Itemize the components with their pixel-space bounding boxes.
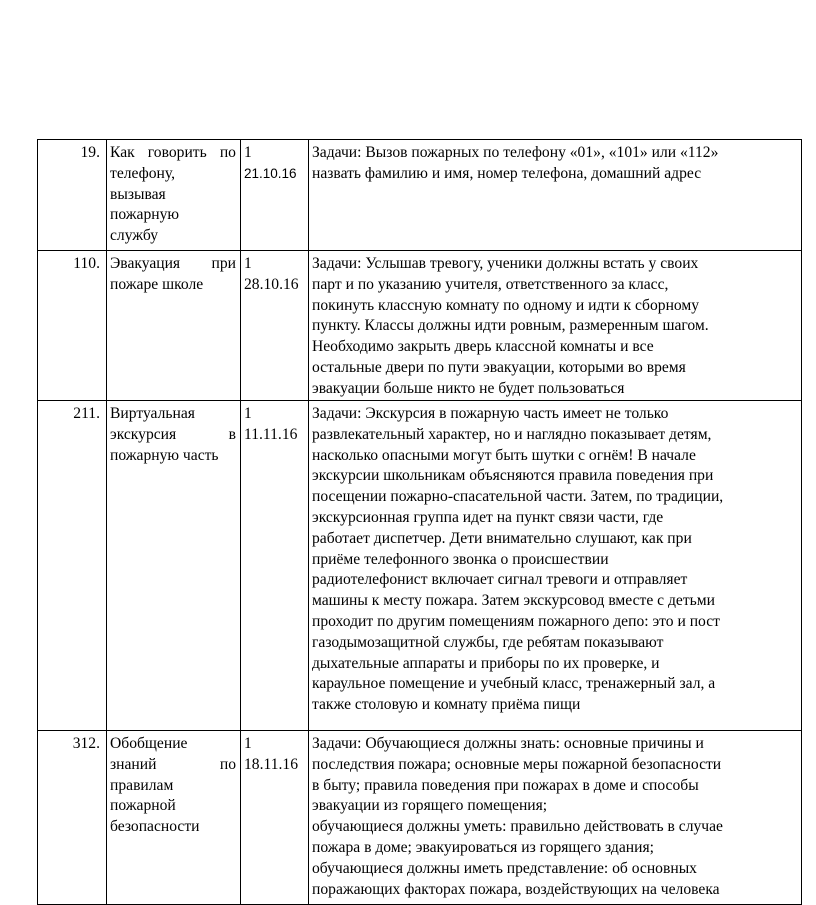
- task-line: проходит по другим помещениям пожарного депо: это и пост: [312, 612, 720, 630]
- topic-line: [110, 205, 236, 226]
- topic-word: Как: [110, 144, 135, 161]
- task-line: парт и по указанию учителя, ответственного за класс,: [312, 275, 669, 293]
- topic-word: безопасности: [110, 818, 200, 836]
- topic-line: [110, 446, 236, 467]
- topic-word: вызывая: [110, 185, 166, 203]
- topic-word: экскурсия: [110, 425, 177, 443]
- topic-line: [110, 817, 236, 838]
- lesson-date: 21.10.16: [244, 165, 297, 181]
- lesson-hours-date: [241, 140, 309, 251]
- table-row: [38, 731, 802, 905]
- topic-line: [110, 404, 236, 425]
- task-line: эвакуации больше никто не будет пользоваться: [312, 379, 625, 397]
- topic-word: правилам: [110, 776, 174, 794]
- task-line: экскурсионная группа идет на пункт связи части, где: [312, 508, 664, 526]
- topic-line: [110, 143, 236, 164]
- lesson-date: 11.11.16: [244, 425, 298, 443]
- lesson-hours-date: [241, 251, 309, 401]
- task-line: обучающиеся должны уметь: правильно действовать в случае: [312, 818, 723, 836]
- task-line: развлекательный характер, но и наглядно показывает детям,: [312, 425, 712, 443]
- lesson-hours: 1: [244, 255, 252, 272]
- task-line: Задачи: Услышав тревогу, ученики должны встать у своих: [312, 255, 699, 272]
- topic-word: при: [211, 255, 236, 272]
- lesson-number: 19.: [38, 140, 107, 251]
- task-line: также столовую и комнату приёма пищи: [312, 696, 581, 714]
- task-line: приёме телефонного звонка о происшествии: [312, 550, 609, 568]
- topic-line: [110, 226, 236, 247]
- task-line: пункту. Классы должны идти ровным, размеренным шагом.: [312, 317, 709, 335]
- lesson-topic: [107, 401, 241, 731]
- task-line: машины к месту пожара. Затем экскурсовод вместе с детьми: [312, 592, 715, 610]
- lesson-hours: 1: [244, 405, 252, 422]
- lessons-table-body: [38, 140, 802, 905]
- task-line: эвакуации из горящего помещения;: [312, 797, 548, 815]
- topic-line: [110, 796, 236, 817]
- lesson-topic: [107, 251, 241, 401]
- table-row: [38, 401, 802, 731]
- lesson-tasks: [309, 401, 802, 731]
- topic-line: [110, 254, 236, 275]
- lesson-date: 28.10.16: [244, 275, 299, 293]
- topic-word: по: [219, 755, 236, 773]
- lesson-hours-date: [241, 401, 309, 731]
- lesson-hours-date: [241, 731, 309, 905]
- topic-line: [110, 734, 236, 755]
- lesson-date: 18.11.16: [244, 755, 298, 773]
- task-line: обучающиеся должны иметь представление: об основных: [312, 859, 697, 877]
- topic-line: [110, 164, 236, 185]
- topic-line: [110, 776, 236, 797]
- lesson-hours: 1: [244, 144, 252, 161]
- task-line: газодымозащитной службы, где ребятам показывают: [312, 633, 664, 651]
- lesson-number: 211.: [38, 401, 107, 731]
- task-line: Задачи: Экскурсия в пожарную часть имеет не только: [312, 405, 669, 422]
- topic-word: телефону,: [110, 164, 176, 182]
- task-line: караульное помещение и учебный класс, тренажерный зал, а: [312, 675, 716, 693]
- table-row: [38, 140, 802, 251]
- task-line: пожара в доме; эвакуироваться из горящего здания;: [312, 838, 654, 856]
- task-line: насколько опасными могут быть шутки с огнём! В начале: [312, 446, 696, 464]
- topic-line: [110, 755, 236, 776]
- lesson-tasks: [309, 731, 802, 905]
- task-line: Необходимо закрыть дверь классной комнаты и все: [312, 338, 654, 356]
- topic-line: [110, 275, 236, 296]
- topic-word: Эвакуация: [110, 255, 181, 272]
- task-line: покинуть классную комнату по одному и идти к сборному: [312, 296, 700, 314]
- task-line: работает диспетчер. Дети внимательно слушают, как при: [312, 529, 692, 547]
- lesson-topic: [107, 731, 241, 905]
- lesson-topic: [107, 140, 241, 251]
- task-line: последствия пожара; основные меры пожарной безопасности: [312, 755, 722, 773]
- topic-line: [110, 425, 236, 446]
- topic-word: пожарную часть: [110, 446, 219, 464]
- task-line: Задачи: Обучающиеся должны знать: основные причины и: [312, 735, 704, 752]
- topic-word: пожарную: [110, 206, 180, 224]
- task-line: экскурсии школьникам объясняются правила поведения при: [312, 467, 714, 485]
- topic-word: Виртуальная: [110, 405, 195, 422]
- task-line: дыхательные аппараты и приборы по их проверке, и: [312, 654, 660, 672]
- table-row: [38, 251, 802, 401]
- task-line: Задачи: Вызов пожарных по телефону «01», «101» или «112»: [312, 144, 719, 161]
- topic-word: службу: [110, 227, 158, 245]
- lesson-hours: 1: [244, 735, 252, 752]
- task-line: остальные двери по пути эвакуации, которыми во время: [312, 358, 686, 376]
- topic-word: в: [228, 425, 236, 443]
- task-line: назвать фамилию и имя, номер телефона, домашний адрес: [312, 164, 702, 182]
- lesson-tasks: [309, 251, 802, 401]
- topic-line: [110, 185, 236, 206]
- lessons-table: [37, 139, 802, 905]
- topic-word: пожаре школе: [110, 275, 204, 293]
- topic-word: знаний: [110, 755, 157, 773]
- lesson-tasks: [309, 140, 802, 251]
- task-line: радиотелефонист включает сигнал тревоги и отправляет: [312, 571, 688, 589]
- topic-word: говорить: [147, 144, 207, 161]
- task-line: посещении пожарно-спасательной части. Затем, по традиции,: [312, 488, 724, 506]
- topic-word: пожарной: [110, 797, 176, 815]
- task-line: поражающих факторах пожара, воздействующих на человека: [312, 880, 720, 898]
- lesson-number: 110.: [38, 251, 107, 401]
- task-line: в быту; правила поведения при пожарах в доме и способы: [312, 776, 699, 794]
- topic-word: по: [219, 144, 236, 161]
- lesson-number: 312.: [38, 731, 107, 905]
- topic-word: Обобщение: [110, 735, 188, 752]
